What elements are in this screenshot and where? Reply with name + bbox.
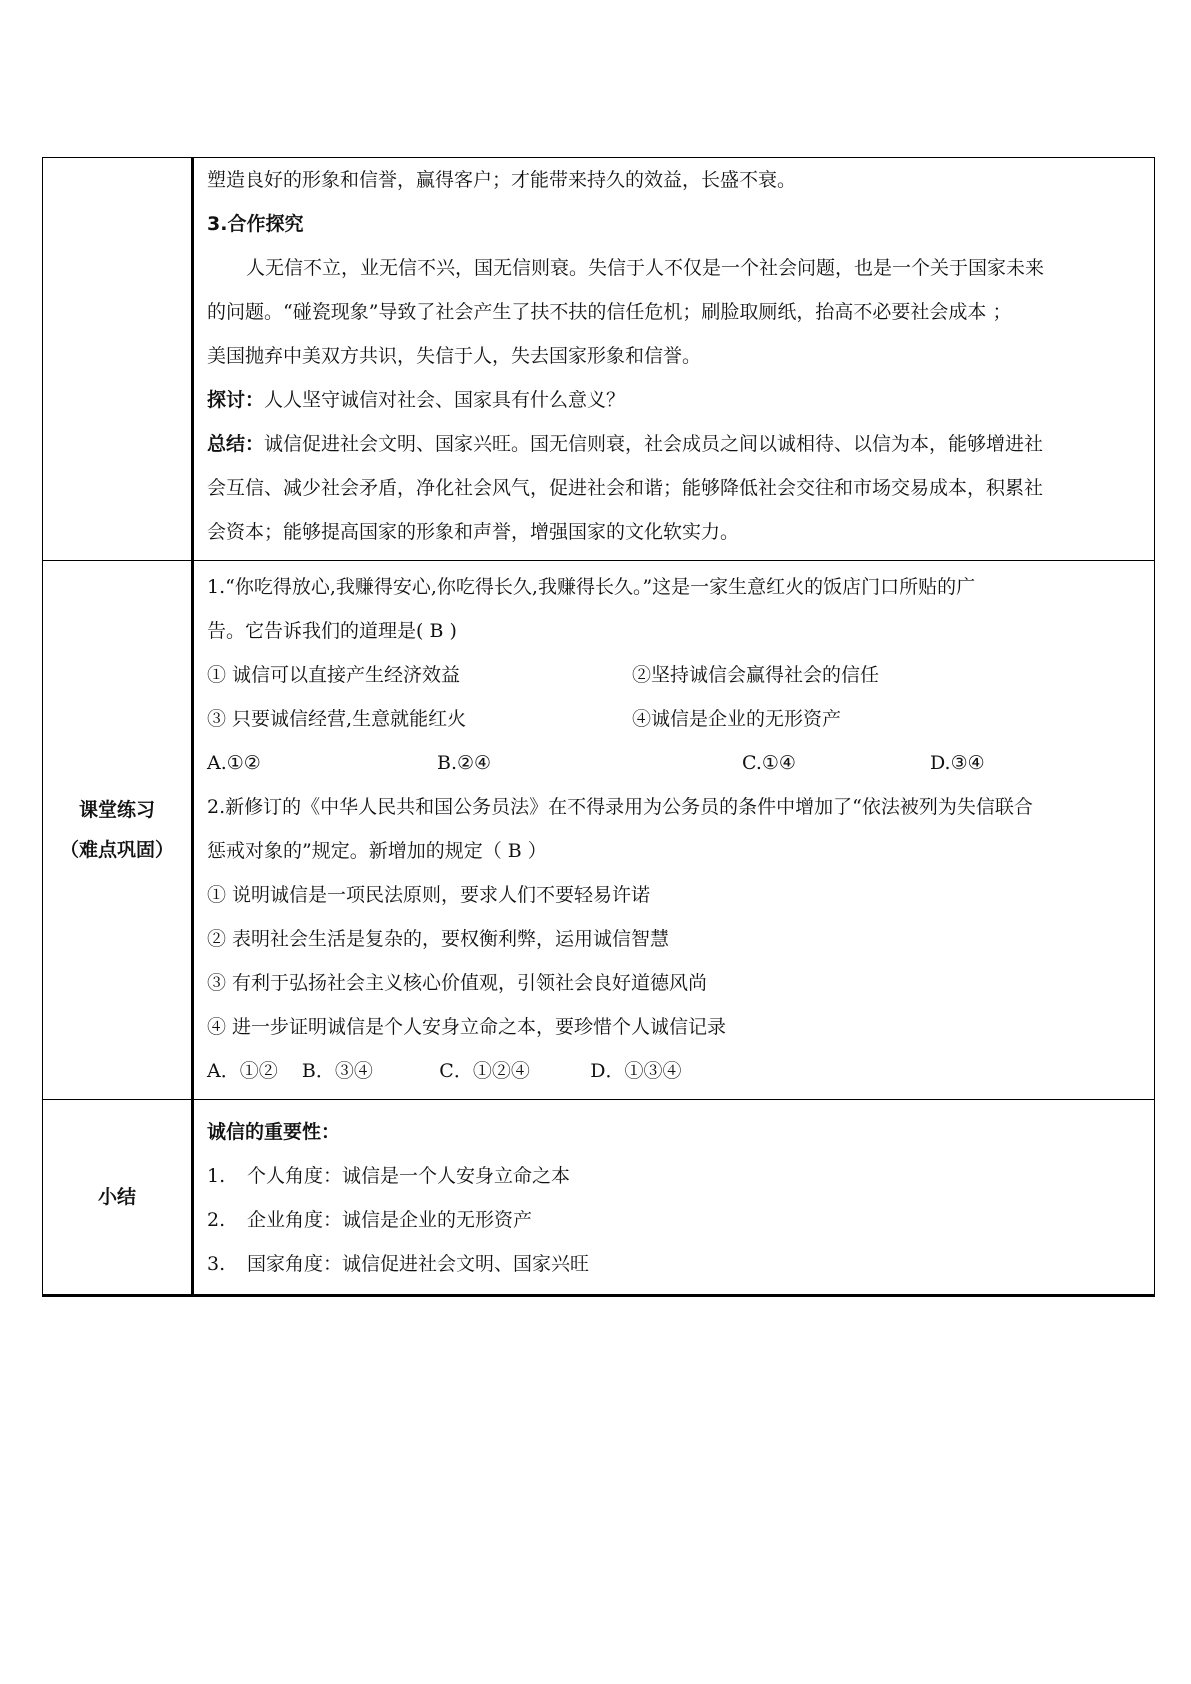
question-2-option: ② 表明社会生活是复杂的，要权衡利弊，运用诚信智慧 [207,928,670,950]
inquiry-row [43,158,1155,561]
summary-label: 总结： [207,433,265,455]
inquiry-label-cell [43,158,193,561]
summary-item-text: 企业角度：诚信是企业的无形资产 [247,1209,533,1231]
lesson-plan-table [42,157,1155,1297]
question-1-options-row [194,697,1154,741]
summary-line [194,422,1154,466]
question-1-option: ②坚持诚信会赢得社会的信任 [632,664,880,686]
summary-item [194,1242,1154,1286]
question-2-option: ① 说明诚信是一项民法原则，要求人们不要轻易许诺 [207,884,651,906]
summary-line: 会互信、减少社会矛盾，净化社会风气，促进社会和谐；能够降低社会交往和市场交易成本，积累社 [207,477,1044,499]
summary-item-number: 2. [207,1209,226,1231]
paragraph-line: 人无信不立，业无信不兴，国无信则衰。失信于人不仅是一个社会问题，也是一个关于国家未来 [246,257,1045,279]
discussion-line [194,378,1154,422]
question-1-choice: A.①② [207,752,261,774]
summary-row [43,1100,1155,1296]
question-1-line: 告。它告诉我们的道理是( B ) [207,620,457,642]
question-1-option: ③ 只要诚信经营,生意就能红火 [207,708,467,730]
summary-label-cell [43,1100,193,1296]
summary-content-cell [193,1100,1155,1296]
summary-item [194,1154,1154,1198]
discussion-text: 人人坚守诚信对社会、国家具有什么意义？ [264,389,626,411]
section-heading: 3.合作探究 [207,213,304,235]
question-1-choice: B.②④ [437,752,492,774]
summary-item [194,1198,1154,1242]
inquiry-content-cell [193,158,1155,561]
question-1-choice: D.③④ [930,752,985,774]
summary-item-number: 1. [207,1165,226,1187]
continuation-line: 塑造良好的形象和信誉，赢得客户；才能带来持久的效益，长盛不衰。 [207,169,797,191]
summary-line: 会资本；能够提高国家的形象和声誉，增强国家的文化软实力。 [207,521,740,543]
practice-sublabel: （难点巩固） [59,839,174,861]
question-2-option: ③ 有利于弘扬社会主义核心价值观，引领社会良好道德风尚 [207,972,708,994]
question-1-option: ① 诚信可以直接产生经济效益 [207,664,461,686]
practice-row [43,561,1155,1100]
summary-item-text: 个人角度：诚信是一个人安身立命之本 [247,1165,571,1187]
summary-heading: 诚信的重要性： [207,1121,341,1143]
question-1-choices-row [194,741,1154,785]
summary-section-label: 小结 [97,1186,136,1208]
summary-item-number: 3. [207,1253,226,1275]
question-2-option: ④ 进一步证明诚信是个人安身立命之本，要珍惜个人诚信记录 [207,1016,727,1038]
question-2-choices-row: A．①② B．③④ C．①②④ D．①③④ [207,1060,682,1082]
paragraph-line: 的问题。“碰瓷现象”导致了社会产生了扶不扶的信任危机；刷脸取厕纸，抬高不必要社会成本 ； [207,301,1012,323]
question-1-options-row [194,653,1154,697]
summary-item-text: 国家角度：诚信促进社会文明、国家兴旺 [247,1253,590,1275]
practice-content-cell [193,561,1155,1100]
question-1-option: ④诚信是企业的无形资产 [632,708,842,730]
practice-label-cell [43,561,193,1100]
practice-label: 课堂练习 [78,799,155,821]
question-1-choice: C.①④ [742,752,796,774]
question-2-line: 2.新修订的《中华人民共和国公务员法》在不得录用为公务员的条件中增加了“依法被列为失信联合 [207,796,1033,818]
summary-text: 诚信促进社会文明、国家兴旺。国无信则衰，社会成员之间以诚相待、以信为本，能够增进社 [264,433,1044,455]
question-2-line: 惩戒对象的”规定。新增加的规定（ B ） [207,840,547,862]
paragraph-line: 美国抛弃中美双方共识，失信于人，失去国家形象和信誉。 [207,345,702,367]
question-1-line: 1.“你吃得放心,我赚得安心,你吃得长久,我赚得长久。”这是一家生意红火的饭店门口所贴的广 [207,576,976,598]
discussion-label: 探讨： [207,389,265,411]
